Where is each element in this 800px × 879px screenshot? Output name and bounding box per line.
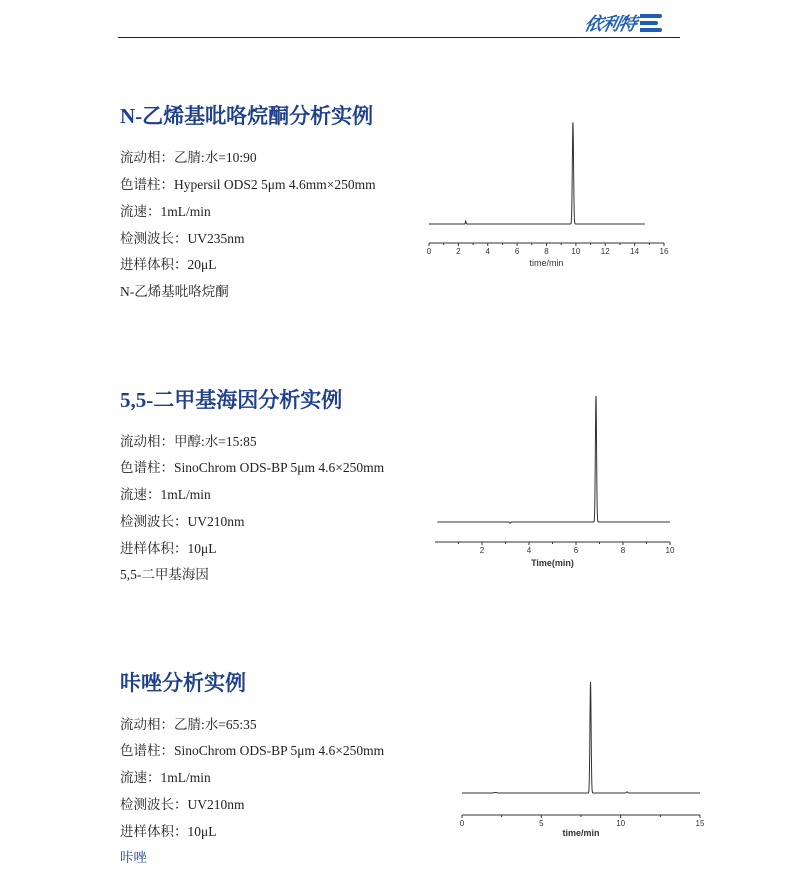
x-tick-label: 15 <box>695 819 705 828</box>
compound-name: 5,5-二甲基海因 <box>120 567 209 582</box>
x-axis-label: time/min <box>529 258 564 268</box>
flow-rate: 流速：1mL/min <box>120 204 211 219</box>
section-title: 5,5-二甲基海因分析实例 <box>120 388 343 412</box>
mobile-phase: 流动相：乙腈:水=10:90 <box>120 150 257 165</box>
flow-rate: 流速：1mL/min <box>120 487 211 502</box>
x-tick-label: 10 <box>571 247 581 256</box>
x-axis-label: Time(min) <box>531 558 574 568</box>
injection-volume: 进样体积：20μL <box>120 257 217 272</box>
column: 色谱柱：SinoChrom ODS-BP 5μm 4.6×250mm <box>120 460 385 475</box>
logo-mark-icon <box>640 14 662 32</box>
x-tick-label: 10 <box>665 546 675 555</box>
wavelength: 检测波长：UV235nm <box>120 231 245 246</box>
company-logo <box>582 10 681 36</box>
mobile-phase: 流动相：甲醇:水=15:85 <box>120 434 257 449</box>
x-tick-label: 2 <box>479 546 485 555</box>
x-tick-label: 6 <box>514 247 520 256</box>
x-tick-label: 12 <box>600 247 610 256</box>
x-tick-label: 0 <box>426 247 432 256</box>
x-tick-label: 8 <box>544 247 549 256</box>
x-tick-label: 6 <box>573 546 579 555</box>
compound-name: N-乙烯基吡咯烷酮 <box>120 284 229 299</box>
x-tick-label: 8 <box>620 546 626 555</box>
section-title: N-乙烯基吡咯烷酮分析实例 <box>120 104 374 128</box>
injection-volume: 进样体积：10μL <box>120 541 217 556</box>
x-tick-label: 16 <box>659 247 669 256</box>
injection-volume: 进样体积：10μL <box>120 824 217 839</box>
x-tick-label: 10 <box>616 819 626 828</box>
x-tick-label: 2 <box>456 247 461 256</box>
flow-rate: 流速：1mL/min <box>120 770 211 785</box>
compound-name: 咔唑 <box>120 850 147 865</box>
x-axis-label: time/min <box>562 828 600 838</box>
x-tick-label: 14 <box>630 247 640 256</box>
column: 色谱柱：SinoChrom ODS-BP 5μm 4.6×250mm <box>120 743 385 758</box>
header-rule <box>118 37 680 38</box>
wavelength: 检测波长：UV210nm <box>120 514 245 529</box>
logo-text: 依利特 <box>582 14 638 35</box>
mobile-phase: 流动相：乙腈:水=65:35 <box>120 717 257 732</box>
wavelength: 检测波长：UV210nm <box>120 797 245 812</box>
chromatogram-trace <box>437 396 670 523</box>
section-title: 咔唑分析实例 <box>120 671 246 695</box>
chromatogram-trace <box>429 122 645 224</box>
column: 色谱柱：Hypersil ODS2 5μm 4.6mm×250mm <box>120 177 376 192</box>
x-tick-label: 5 <box>539 819 544 828</box>
chromatogram-trace <box>462 682 700 793</box>
x-tick-label: 0 <box>459 819 465 828</box>
x-tick-label: 4 <box>526 546 532 555</box>
x-tick-label: 4 <box>485 247 490 256</box>
